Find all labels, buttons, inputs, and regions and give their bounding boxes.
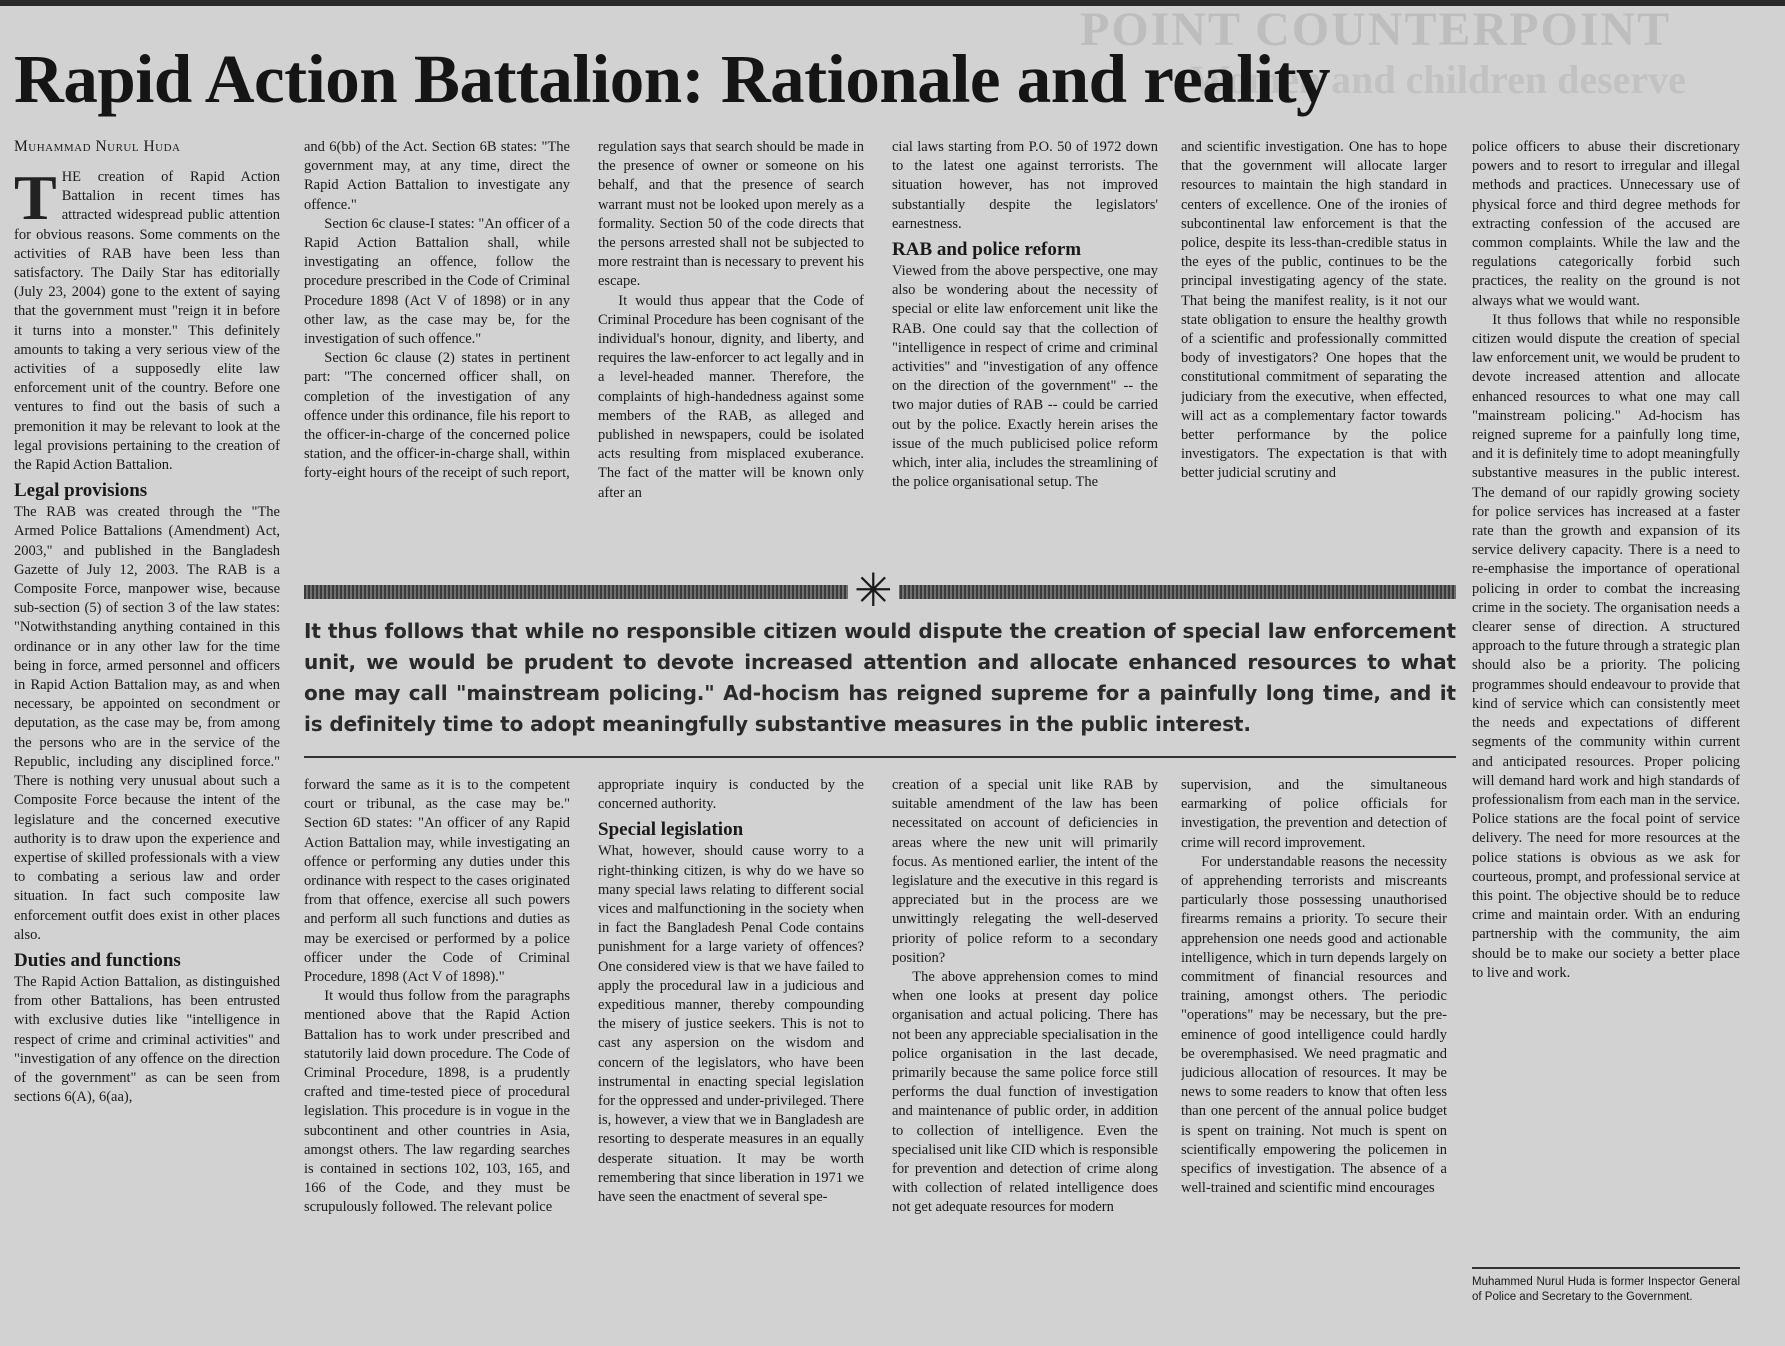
column-1 <box>14 168 280 1338</box>
paragraph: cial laws starting from P.O. 50 of 1972 down to the latest one against terrorists. The situation however, has not improved substantially despite the legislators' earnestness. <box>892 139 1158 232</box>
paragraph: regulation says that search should be made in the presence of owner or someone on his behalf, and that the presence of search warrant must not be looked upon merely as a formality. Section 50 of the code directs that the persons arrested shall not be subjected to more restraint than is necessary to prevent his escape. <box>598 139 864 290</box>
column-5-bottom <box>1181 776 1447 1338</box>
paragraph: What, however, should cause worry to a right-thinking citizen, is why do we have so many special laws relating to different social vices and malfunctioning in the society when in fact the Bangladesh Penal Code contains punishment for a large variety of offences? One considered view is that we have failed to apply the procedural law in a judicious and expeditious manner, thereby compounding the misery of justice seekers. This is not to cast any aspersion on the wisdom and concern of the legislators, who have been instrumental in enacting special legislation for the oppressed and under-privileged. There is, however, a view that we in Bangladesh are resorting to desperate measures in an equally desperate situation. It may be worth remembering that since liberation in 1971 we have seen the enactment of several spe- <box>598 843 864 1206</box>
bleed-through-subheader: Women and children deserve <box>1190 57 1686 102</box>
pullquote-bottom-rule <box>304 756 1456 758</box>
subheading-legal-provisions: Legal provisions <box>14 480 148 502</box>
drop-cap: T <box>14 168 57 233</box>
paragraph: police officers to abuse their discretionary powers and to resort to irregular and illegal methods and practices. Unnecessary use of physical force and third degree methods for extracting confession of the accused are common complaints. While the law and the regulations categorically forbid such practices, the reality on the ground is not always what we would want. <box>1472 139 1740 309</box>
paragraph: creation of a special unit like RAB by suitable amendment of the law has been necessitated on account of deficiencies in areas where the new unit will primarily focus. As mentioned earlier, the intent of the legislature and the executive in this regard is appreciated but in the process are we unwittingly relegating the well-deserved priority of police reform to a secondary position? <box>892 777 1158 966</box>
column-4-top <box>892 138 1158 570</box>
headline: Rapid Action Battalion: Rationale and reality <box>14 41 1331 117</box>
paragraph: THE creation of Rapid Action Battalion in recent times has attracted widespread public attention for obvious reasons. Some comments on the activities of RAB have been less than satisfactory. The Daily Star has editorially (July 23, 2004) gone to the extent of saying that the government must "reign it in before it turns into a monster." This definitely amounts to taking a very serious view of the activities of a supposedly elite law enforcement unit of the country. Before one ventures to find out the basis of such a premonition it may be relevant to look at the legal provisions pertaining to the creation of the Rapid Action Battalion. <box>14 168 280 474</box>
subheading-rab-and-police-reform: RAB and police reform <box>892 239 1082 261</box>
subheading-special-legislation: Special legislation <box>598 819 744 841</box>
column-3-top <box>598 138 864 570</box>
paragraph: The above apprehension comes to mind when one looks at present day police organisation and actual policing. There has not been any appreciable specialisation in the police organisation in the last decade, primarily because the same police force still performs the dual function of investigation and maintenance of public order, in addition to collection of intelligence. Even the specialised unit like CID which is responsible for prevention and detection of crime along with collection of related intelligence does not get adequate resources for modern <box>892 969 1158 1216</box>
paragraph: Section 6c clause-I states: "An officer of a Rapid Action Battalion shall, while investigating an offence, follow the procedure prescribed in the Code of Criminal Procedure 1898 (Act V of 1898) or in any other law, as the case may be, for the investigation of such offence." <box>304 215 570 348</box>
paragraph: appropriate inquiry is conducted by the concerned authority. <box>598 777 864 813</box>
starburst-ornament-icon: ✳ <box>848 568 899 614</box>
pullquote: It thus follows that while no responsible citizen would dispute the creation of special law enforcement unit, we would be prudent to devote increased attention and allocate enhanced resources to what one may call "mainstream policing." Ad-hocism has reigned supreme for a painfully long time, and it is definitely time to adopt meaningfully substantive measures in the public interest. <box>304 619 1456 736</box>
paragraph: It would thus appear that the Code of Criminal Procedure has been cognisant of the individual's honour, dignity, and liberty, and requires the law-enforcer to act legally and in a level-headed manner. Therefore, the complaints of high-handedness against some members of the RAB, as alleged and published in newspapers, could be isolated acts resulting from misplaced exuberance. The fact of the matter will be known only after an <box>598 292 864 501</box>
paragraph: The Rapid Action Battalion, as distinguished from other Battalions, has been entrusted with exclusive duties like "intelligence in respect of crime and criminal activities" and "investigation of any offence on the direction of the government" as can be seen from sections 6(A), 6(aa), <box>14 973 280 1106</box>
author-bio: Muhammed Nurul Huda is former Inspector General of Police and Secretary to the Government. <box>1472 1267 1740 1305</box>
paragraph: The RAB was created through the "The Armed Police Battalions (Amendment) Act, 2003," and published in the Bangladesh Gazette of July 12, 2003. The RAB is a Composite Force, manpower wise, because sub-section (5) of section 3 of the law states: "Notwithstanding anything contained in this ordinance or in any other law for the time being in force, armed personnel and officers in Rapid Action Battalion may, as and when necessary, be appointed on secondment or deputation, as the case may be, from among the persons who are in the service of the Republic, including any disciplined force." There is nothing very unusual about such a Composite Force because the intent of the legislature and the concerned executive authority is to draw upon the experience and expertise of skilled professionals with a view to combating a serious law and order situation. In fact such composite law enforcement outfit does exist in other places also. <box>14 504 280 943</box>
paragraph: For understandable reasons the necessity of apprehending terrorists and miscreants particularly those possessing unauthorised firearms remains a priority. To secure their apprehension one needs good and actionable intelligence, which in turn depends largely on commitment of financial resources and training, amongst others. The periodic "operations" may be necessary, but the pre-eminence of good intelligence could hardly be overemphasised. We need pragmatic and judicious allocation of resources. It may be news to some readers to know that often less than one percent of the annual police budget is spent on training. Not much is spent on scientifically empowering the policemen in specifics of investigation. The absence of a well-trained and scientific mind encourages <box>1181 853 1447 1197</box>
column-2-top <box>304 138 570 570</box>
column-3-bottom <box>598 776 864 1338</box>
column-5-top <box>1181 138 1447 570</box>
paragraph: It thus follows that while no responsible citizen would dispute the creation of special law enforcement unit, we would be prudent to devote increased attention and allocate enhanced resources to what one may call "mainstream policing." Ad-hocism has reigned supreme for a painfully long time, and it is definitely time to adopt meaningfully substantive measures in the public interest. The demand of our rapidly growing society for police services has increased at a faster rate than the growth and expansion of its service delivery capacity. There is a need to re-emphasise the importance of operational policing in order to combat the increasing crime in the society. The organisation needs a clearer sense of direction. A structured approach to the future through a strategic plan should also be a priority. The policing programmes should endeavour to provide that kind of service which can consistently meet the needs and expectations of different segments of the community within current and anticipated resources. Proper policing will demand hard work and high standards of professionalism from each man in the service. Police stations are the focal point of service delivery. The need for more resources at the police stations is obvious as we ask for courteous, prompt, and professional service at this point. The objective should be to reduce crime and maintain order. With an enduring partnership with the community, the aim should be to make our society a better place to live and work. <box>1472 311 1740 981</box>
paragraph: supervision, and the simultaneous earmarking of police officials for investigation, the prevention and detection of crime will record improvement. <box>1181 777 1447 851</box>
paragraph: and scientific investigation. One has to hope that the government will allocate larger resources to maintain the high standard in centers of excellence. One of the ironies of subcontinental law enforcement is that the police, despite its less-than-credible status in the eyes of the public, continues to be the principal investigating agency of the state. That being the manifest reality, is it not our state obligation to ensure the healthy growth of a scientific and professionally committed body of investigators? One hopes that the constitutional commitment of separating the judiciary from the executive, when effected, will act as a complementary factor towards better performance by the police investigators. The expectation is that with better judicial scrutiny and <box>1181 139 1447 482</box>
paragraph: and 6(bb) of the Act. Section 6B states: "The government may, at any time, direct the Rapid Action Battalion to investigate any offence." <box>304 139 570 213</box>
byline: Muhammad Nurul Huda <box>14 138 181 155</box>
paragraph: Section 6c clause (2) states in pertinent part: "The concerned officer shall, on completion of the investigation of any offence under this ordinance, file his report to the officer-in-charge of the concerned police station, and the officer-in-charge shall, within forty-eight hours of the receipt of such report, <box>304 350 570 482</box>
column-4-bottom <box>892 776 1158 1338</box>
paragraph: Viewed from the above perspective, one may also be wondering about the necessity of special or elite law enforcement unit like the RAB. One could say that the collection of "intelligence in respect of crime and criminal activities" and "investigation of any offence on the direction of the government" -- the two major duties of RAB -- could be carried out by the police. Exactly herein arises the issue of the much publicised police reform which, inter alia, includes the streamlining of the police organisational setup. The <box>892 263 1158 491</box>
subheading-duties-and-functions: Duties and functions <box>14 949 181 971</box>
bleed-through-header: POINT COUNTERPOINT <box>1080 3 1672 56</box>
paragraph: forward the same as it is to the competent court or tribunal, as the case may be." Section 6D states: "An officer of any Rapid Action Battalion may, while investigating an offence or performing any duties under this ordinance with respect to the cases originated from that offence, exercise all such powers and perform all such functions and duties as may be exercised or performed by a police officer under the Code of Criminal Procedure, 1898 (Act V of 1898)." <box>304 777 570 986</box>
paragraph: It would thus follow from the paragraphs mentioned above that the Rapid Action Battalion has to work under prescribed and statutorily laid down procedure. The Code of Criminal Procedure, 1898, is a prudently crafted and time-tested piece of procedural legislation. This procedure is in vogue in the subcontinent and other countries in Asia, amongst others. The law regarding searches is contained in sections 102, 103, 165, and 166 of the Code, and they must be scrupulously followed. The relevant police <box>304 988 570 1216</box>
column-2-bottom <box>304 776 570 1338</box>
column-6 <box>1472 138 1740 1260</box>
